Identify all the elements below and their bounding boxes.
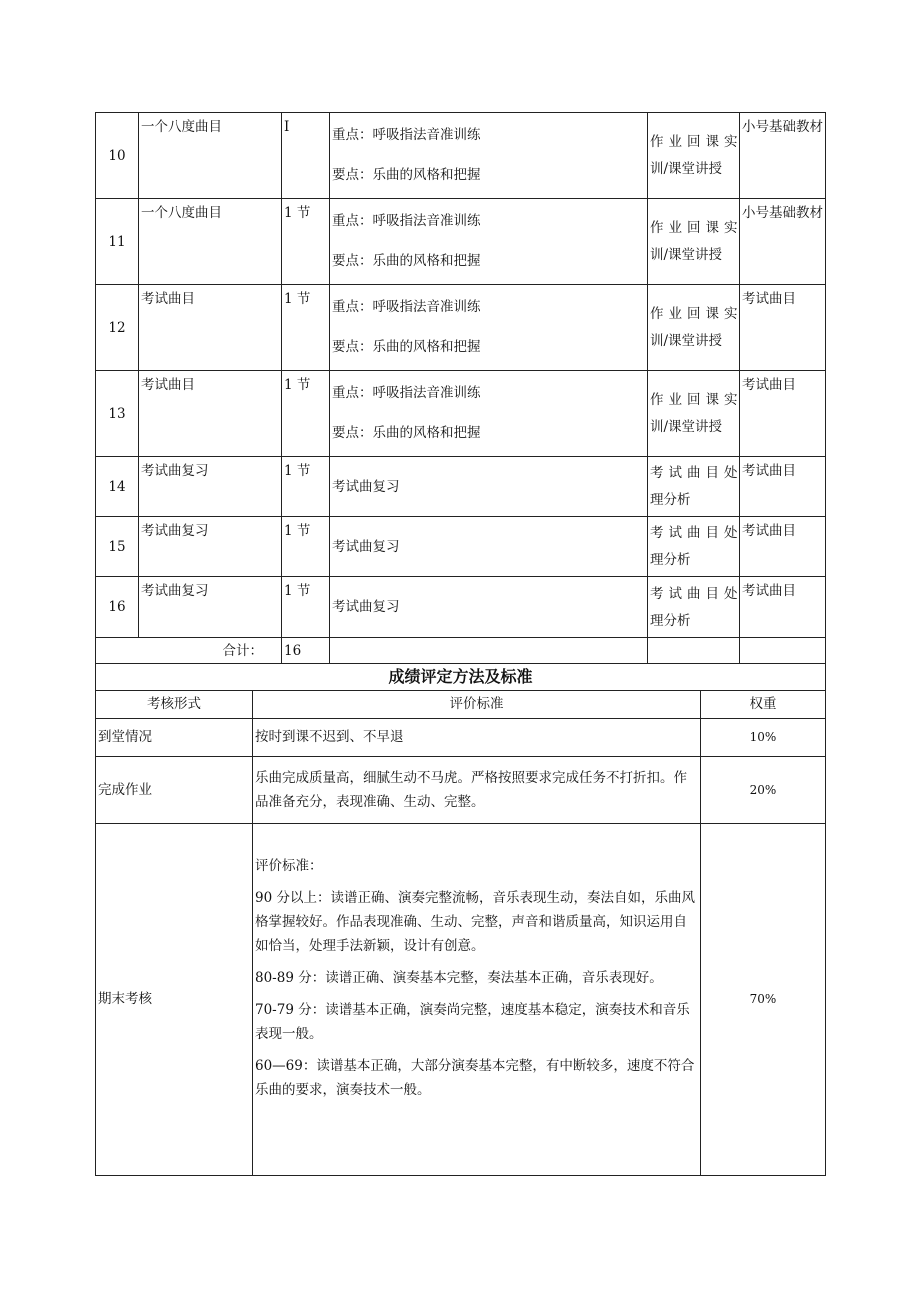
- row-method: [648, 457, 743, 517]
- row-content: [330, 285, 648, 371]
- document-sheet: [95, 112, 825, 1176]
- method-line: 理分析: [650, 492, 691, 508]
- method-line: 考试曲目处: [650, 585, 743, 602]
- method-line: 作业回课实: [650, 392, 743, 408]
- criteria-band: 60—69：读谱基本正确，大部分演奏基本完整，有中断较多，速度不符合乐曲的要求，演奏技术一般。: [255, 1057, 695, 1098]
- row-method: [648, 199, 743, 285]
- schedule-row: [96, 199, 826, 285]
- method-line: 考试曲目处: [650, 465, 743, 481]
- row-material: 小号基础教材: [740, 199, 826, 285]
- row-material: 考试曲目: [740, 457, 826, 517]
- row-hours: 1 节: [282, 577, 330, 638]
- schedule-table: [95, 112, 826, 691]
- assessment-criteria: 按时到课不迟到、不早退: [253, 718, 701, 756]
- row-title: 考试曲目: [139, 285, 282, 371]
- method-line: 训/课堂讲授: [650, 161, 723, 177]
- row-number: 15: [96, 517, 139, 577]
- method-line: 考试曲目处: [650, 525, 743, 541]
- assessment-form: 期末考核: [96, 823, 253, 1175]
- assessment-weight: 10%: [701, 718, 826, 756]
- method-line: 作业回课实: [650, 220, 743, 236]
- empty-cell: [330, 638, 648, 664]
- row-title: 考试曲复习: [139, 577, 282, 638]
- grading-row: [96, 823, 826, 1175]
- schedule-row: [96, 113, 826, 199]
- criteria-band: 90 分以上：读谱正确、演奏完整流畅，音乐表现生动，奏法自如，乐曲风格掌握较好。作品表现准确、生动、完整，声音和谐质量高，知识运用自如恰当，处理手法新颖，设计有创意。: [255, 889, 695, 954]
- content-key-point: 重点：呼吸指法音准训练: [332, 213, 481, 229]
- criteria-band: 80-89 分：读谱正确、演奏基本完整，奏法基本正确，音乐表现好。: [255, 969, 663, 986]
- row-hours: 1 节: [282, 371, 330, 457]
- row-number: 14: [96, 457, 139, 517]
- assessment-weight: 70%: [701, 823, 826, 1175]
- row-title: 一个八度曲目: [139, 199, 282, 285]
- empty-cell: [648, 638, 740, 664]
- row-number: 11: [96, 199, 139, 285]
- section-title-row: [96, 664, 826, 691]
- content-main-point: 要点：乐曲的风格和把握: [332, 167, 481, 183]
- content-key-point: 重点：呼吸指法音准训练: [332, 299, 481, 315]
- empty-cell: [740, 638, 826, 664]
- assessment-form: 到堂情况: [96, 718, 253, 756]
- total-label: 合计：: [96, 638, 282, 664]
- header-weight: 权重: [701, 691, 826, 718]
- row-number: 10: [96, 113, 139, 199]
- row-content: 考试曲复习: [330, 457, 648, 517]
- grading-row: [96, 718, 826, 756]
- content-key-point: 重点：呼吸指法音准训练: [332, 127, 481, 143]
- assessment-form: 完成作业: [96, 756, 253, 823]
- header-criteria: 评价标准: [253, 691, 701, 718]
- assessment-weight: 20%: [701, 756, 826, 823]
- row-hours: I: [282, 113, 330, 199]
- method-line: 作业回课实: [650, 306, 743, 322]
- assessment-criteria: 乐曲完成质量高，细腻生动不马虎。严格按照要求完成任务不打折扣。作品准备充分，表现准确、生动、完整。: [253, 756, 701, 823]
- criteria-band: 70-79 分：读谱基本正确，演奏尚完整，速度基本稳定，演奏技术和音乐表现一般。: [255, 1001, 690, 1042]
- row-method: [648, 577, 743, 638]
- row-material: 考试曲目: [740, 577, 826, 638]
- row-number: 13: [96, 371, 139, 457]
- row-content: 考试曲复习: [330, 577, 648, 638]
- row-material: 考试曲目: [740, 285, 826, 371]
- schedule-row: [96, 371, 826, 457]
- method-line: 训/课堂讲授: [650, 333, 723, 349]
- row-hours: 1 节: [282, 457, 330, 517]
- row-method: [648, 371, 743, 457]
- row-hours: 1 节: [282, 199, 330, 285]
- header-form: 考核形式: [96, 691, 253, 718]
- row-material: 考试曲目: [740, 371, 826, 457]
- row-material: 考试曲目: [740, 517, 826, 577]
- row-title: 考试曲目: [139, 371, 282, 457]
- grading-row: [96, 756, 826, 823]
- criteria-heading: 评价标准：: [255, 857, 323, 874]
- total-value: 16: [282, 638, 330, 664]
- assessment-criteria: [253, 823, 701, 1175]
- row-content: [330, 199, 648, 285]
- schedule-row: [96, 457, 826, 517]
- content-main-point: 要点：乐曲的风格和把握: [332, 253, 481, 269]
- schedule-row: [96, 285, 826, 371]
- row-title: 考试曲复习: [139, 517, 282, 577]
- row-content: [330, 371, 648, 457]
- method-line: 训/课堂讲授: [650, 419, 723, 435]
- schedule-row: [96, 517, 826, 577]
- method-line: 理分析: [650, 552, 691, 568]
- section-title: 成绩评定方法及标准: [96, 664, 826, 691]
- method-line: 训/课堂讲授: [650, 247, 723, 263]
- content-main-point: 要点：乐曲的风格和把握: [332, 425, 481, 441]
- row-method: [648, 517, 743, 577]
- row-hours: 1 节: [282, 517, 330, 577]
- row-material: 小号基础教材: [740, 113, 826, 199]
- grading-table: [95, 691, 826, 1176]
- schedule-row: [96, 577, 826, 638]
- row-number: 16: [96, 577, 139, 638]
- method-line: 理分析: [650, 612, 691, 629]
- content-key-point: 重点：呼吸指法音准训练: [332, 385, 481, 401]
- row-number: 12: [96, 285, 139, 371]
- content-main-point: 要点：乐曲的风格和把握: [332, 339, 481, 355]
- row-content: 考试曲复习: [330, 517, 648, 577]
- row-title: 考试曲复习: [139, 457, 282, 517]
- total-row: [96, 638, 826, 664]
- method-line: 作业回课实: [650, 134, 743, 150]
- row-content: [330, 113, 648, 199]
- row-title: 一个八度曲目: [139, 113, 282, 199]
- row-hours: 1 节: [282, 285, 330, 371]
- row-method: [648, 113, 743, 199]
- grading-header-row: [96, 691, 826, 718]
- row-method: [648, 285, 743, 371]
